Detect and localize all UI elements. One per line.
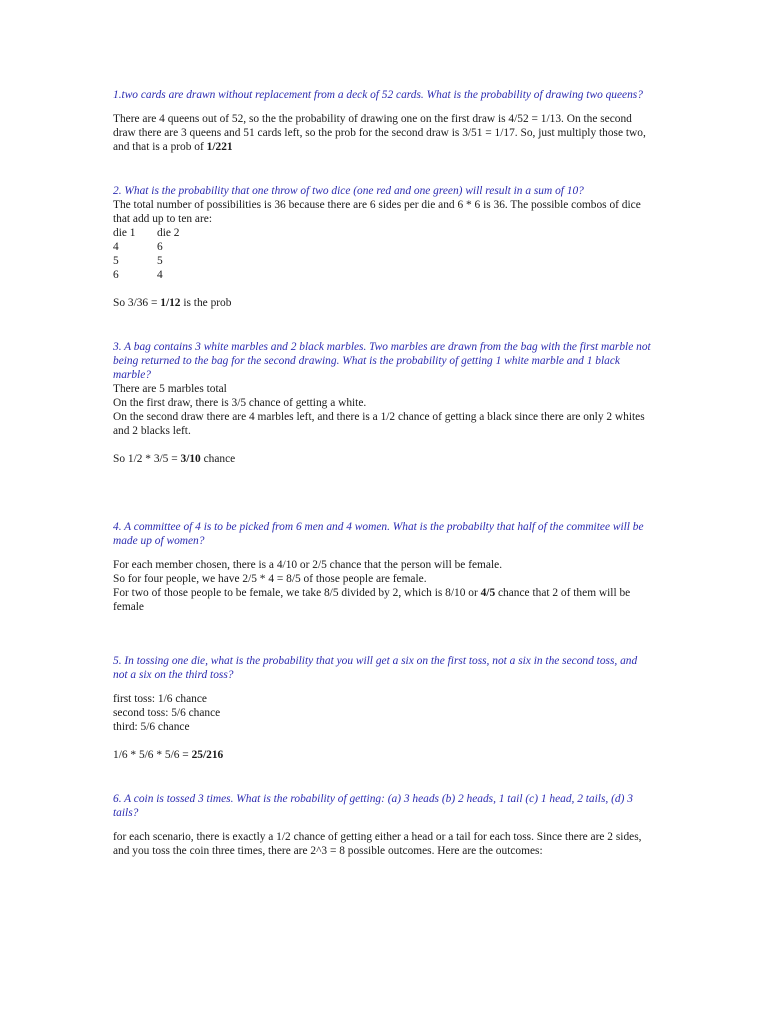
question-1: 1.two cards are drawn without replacement from a deck of 52 cards. What is the probability of drawing two queens? — [113, 89, 643, 101]
answer-4-value: 4/5 — [480, 587, 496, 599]
answer-6: for each scenario, there is exactly a 1/2 chance of getting either a head or a tail for each toss. Since there are 2 sides, and you toss the coin three times, there are 2^3 = 8 possible outcomes. Here are the outcomes: — [113, 831, 642, 857]
dice-cell: 4 — [157, 269, 163, 281]
answer-5-line: third: 5/6 chance — [113, 721, 190, 733]
dice-header-die2: die 2 — [157, 227, 180, 239]
answer-2-intro: The total number of possibilities is 36 because there are 6 sides per die and 6 * 6 is 36. The possible combos of dice that add up to ten are: — [113, 199, 641, 225]
dice-cell: 5 — [157, 255, 163, 267]
answer-3-value: 3/10 — [180, 453, 201, 465]
answer-4-line: For each member chosen, there is a 4/10 or 2/5 chance that the person will be female. — [113, 559, 503, 571]
question-4: 4. A committee of 4 is to be picked from 6 men and 4 women. What is the probabilty that half of the commitee will be made up of women? — [113, 521, 644, 547]
answer-2-result: So 3/36 = 1/12 is the prob — [113, 297, 232, 309]
dice-cell: 5 — [113, 255, 119, 267]
question-5: 5. In tossing one die, what is the probability that you will get a six on the first toss, not a six in the second toss, and not a six on the third toss? — [113, 655, 638, 681]
question-6: 6. A coin is tossed 3 times. What is the robability of getting: (a) 3 heads (b) 2 heads, 1 tail (c) 1 head, 2 tails, (d) 3 tails? — [113, 793, 633, 819]
question-3: 3. A bag contains 3 white marbles and 2 black marbles. Two marbles are drawn from the bag with the first marble not being returned to the bag for the second drawing. What is the probability of getting 1 white marble and 1 black marble? — [113, 341, 651, 381]
answer-3-line: On the second draw there are 4 marbles left, and there is a 1/2 chance of getting a black since there are only 2 whites and 2 blacks left. — [113, 411, 645, 437]
answer-1-result: 1/221 — [206, 141, 233, 153]
answer-3-line: There are 5 marbles total — [113, 383, 227, 395]
question-2: 2. What is the probability that one throw of two dice (one red and one green) will result in a sum of 10? — [113, 185, 584, 197]
dice-table-row — [113, 268, 653, 282]
answer-3-line: On the first draw, there is 3/5 chance of getting a white. — [113, 397, 367, 409]
dice-cell: 6 — [113, 269, 119, 281]
dice-table-header — [113, 226, 653, 240]
answer-1: There are 4 queens out of 52, so the the probability of drawing one on the first draw is 4/52 = 1/13. On the second draw there are 3 queens and 51 cards left, so the prob for the second draw is 3/51 = 1/17. So, just multiply those two, and that is a prob of 1/221 — [113, 113, 646, 153]
dice-cell: 4 — [113, 241, 119, 253]
answer-2-value: 1/12 — [160, 297, 181, 309]
dice-table-row — [113, 254, 653, 268]
dice-table-row — [113, 240, 653, 254]
answer-5-value: 25/216 — [191, 749, 224, 761]
dice-header-die1: die 1 — [113, 227, 136, 239]
answer-5-line: second toss: 5/6 chance — [113, 707, 221, 719]
dice-cell: 6 — [157, 241, 163, 253]
answer-5-line: first toss: 1/6 chance — [113, 693, 207, 705]
answer-3-result: So 1/2 * 3/5 = 3/10 chance — [113, 453, 236, 465]
answer-4-line: So for four people, we have 2/5 * 4 = 8/5 of those people are female. — [113, 573, 427, 585]
answer-5-result: 1/6 * 5/6 * 5/6 = 25/216 — [113, 749, 224, 761]
answer-4-line: For two of those people to be female, we take 8/5 divided by 2, which is 8/10 or 4/5 chance that 2 of them will be female — [113, 587, 631, 613]
document-page — [113, 88, 653, 858]
